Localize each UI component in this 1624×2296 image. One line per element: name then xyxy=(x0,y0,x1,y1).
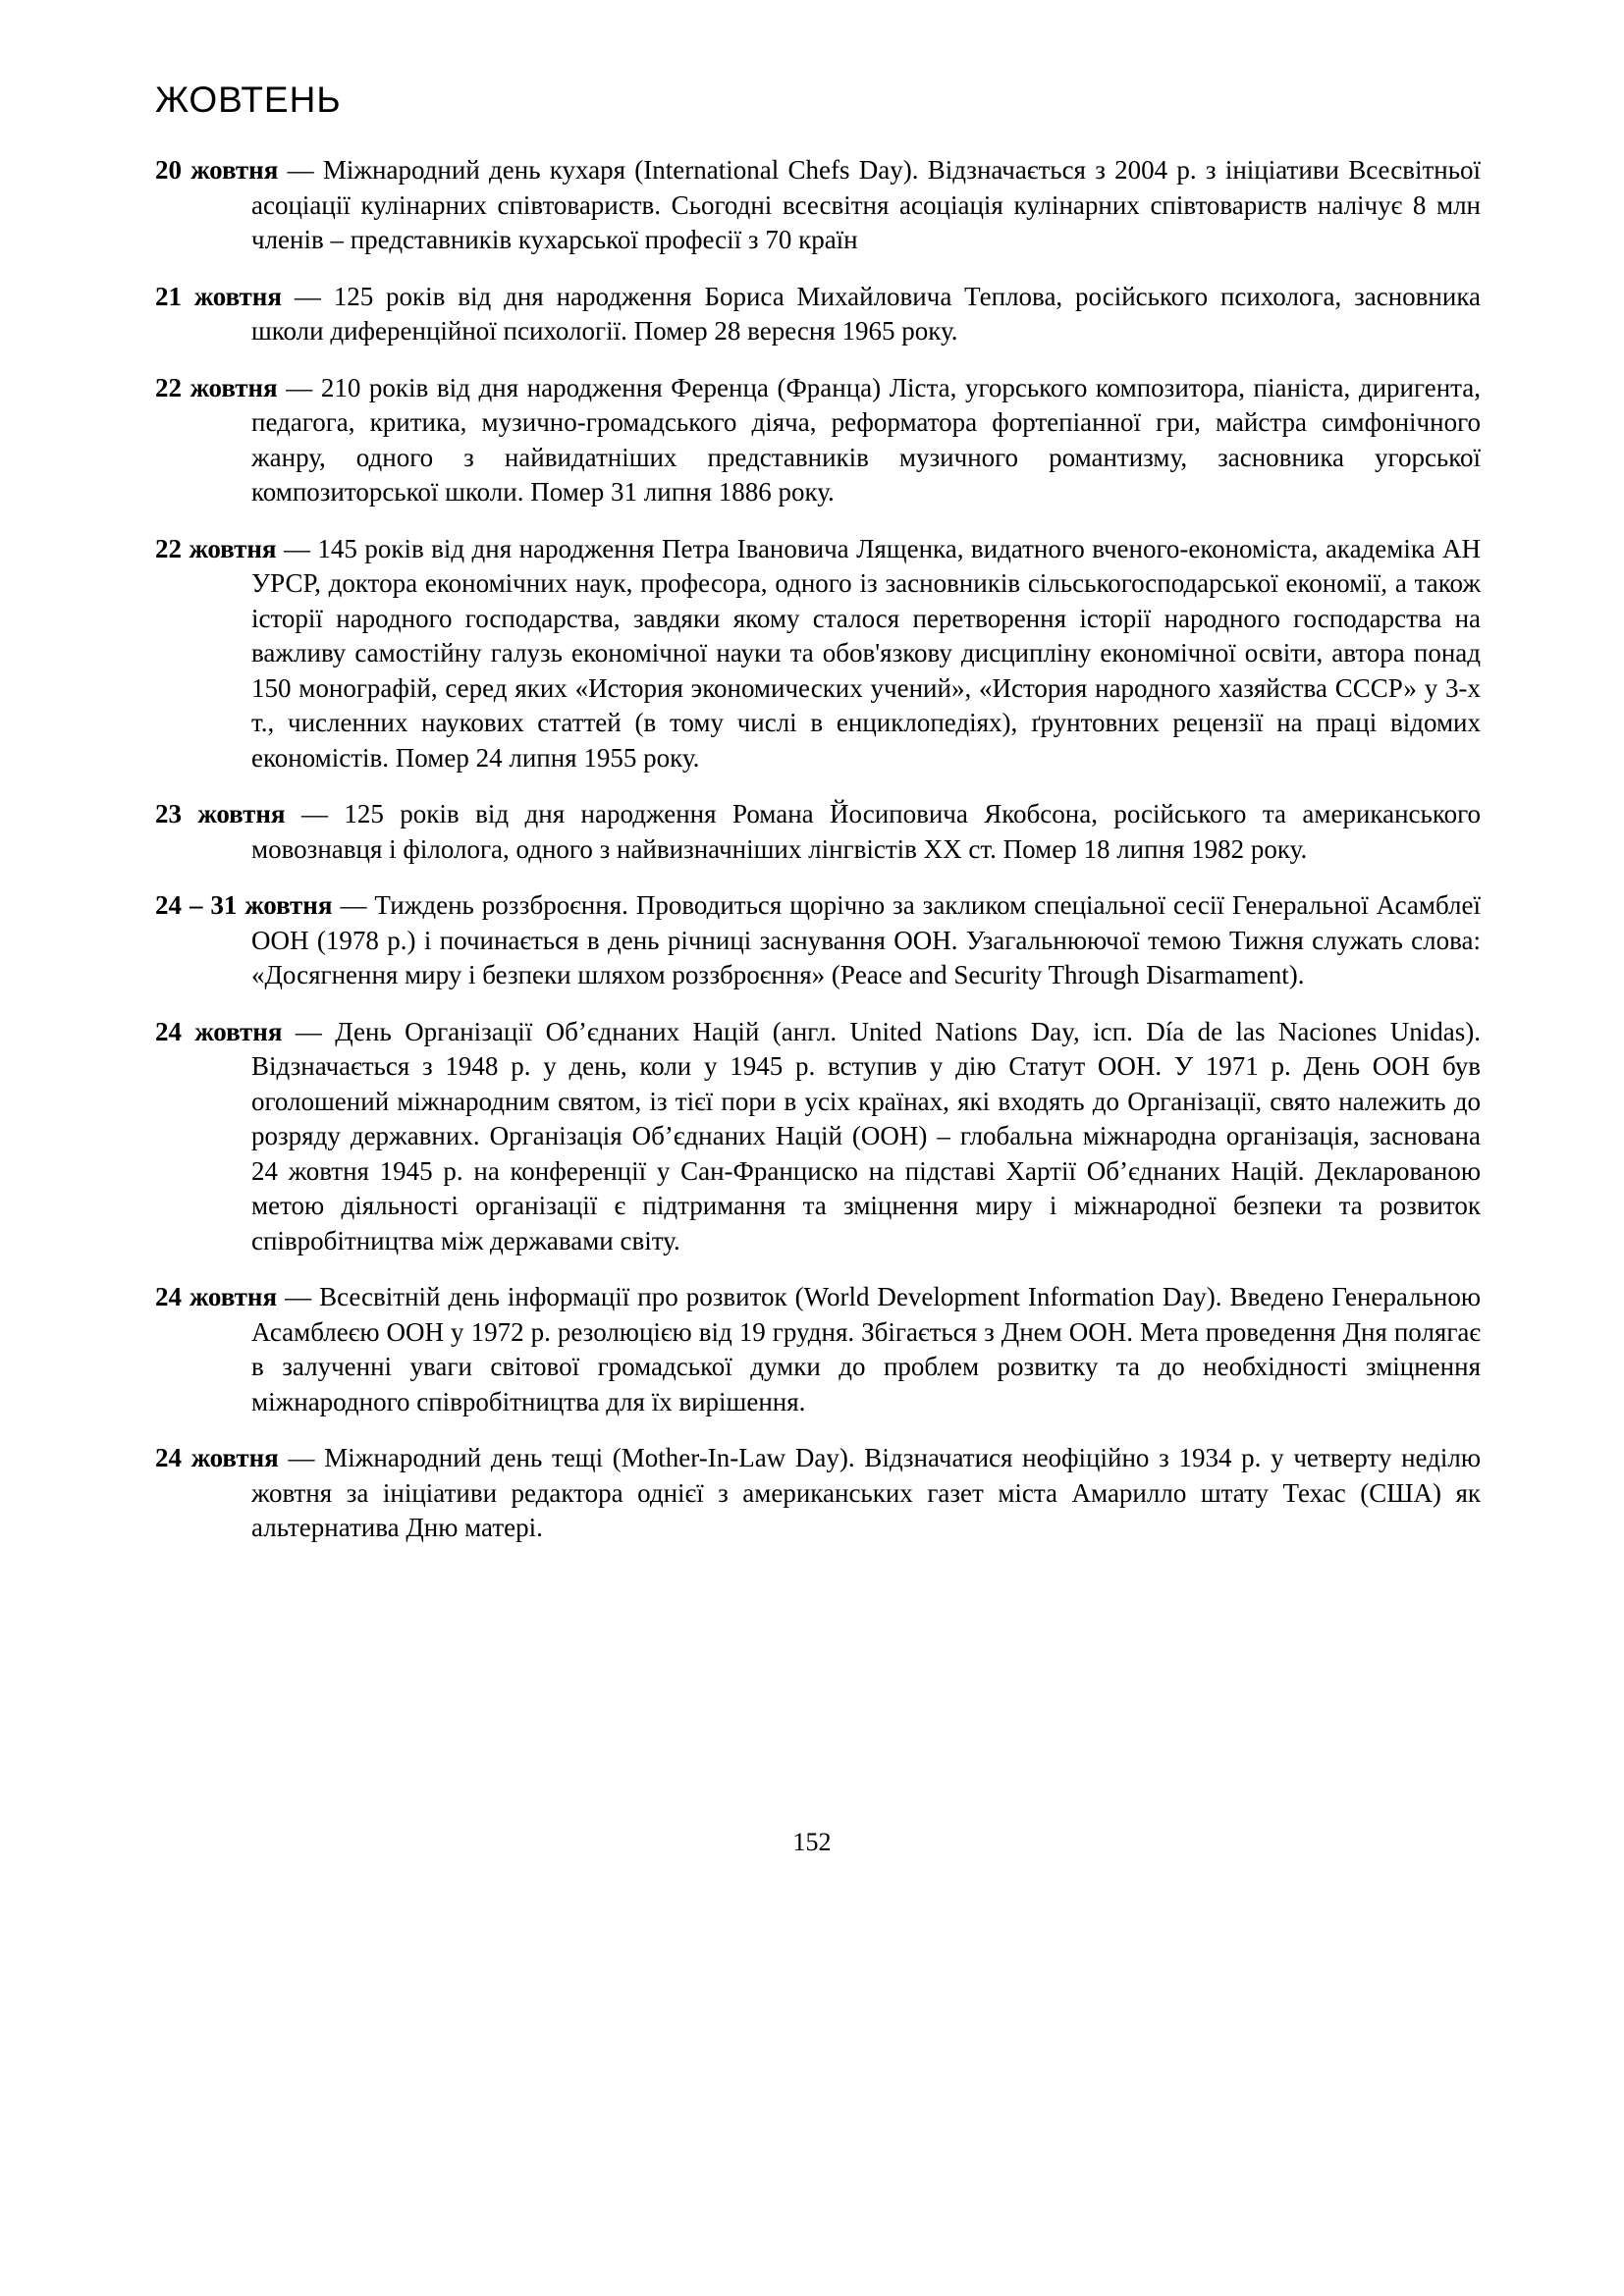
entry-dash: — xyxy=(287,155,314,185)
entry-dash: — xyxy=(283,533,310,563)
entry-dash: — xyxy=(288,1443,315,1472)
calendar-entry xyxy=(155,371,1481,510)
entry-dash: — xyxy=(285,1282,312,1311)
calendar-entries xyxy=(155,153,1481,1568)
entry-dash: — xyxy=(300,799,328,828)
entry-date: 22 жовтня xyxy=(155,533,277,563)
entry-date: 24 жовтня xyxy=(155,1282,278,1311)
page-number: 152 xyxy=(792,1828,832,1856)
entry-text: Міжнародний день кухаря (International Chefs Day). Відзначається з 2004 р. з ініціативи Всесвітньої асоціації кулінарних співтовариств. Сьогодні всесвітня асоціація кулінарних співтовариств налічує 8 млн членів – представників кухарської професії з 70 країн xyxy=(251,155,1482,254)
entry-dash: — xyxy=(340,890,367,920)
entry-dash: — xyxy=(295,1016,322,1046)
entry-text: Всесвітній день інформації про розвиток (World Development Information Day). Введено Генеральною Асамблеєю ООН у 1972 р. резолюцією від 19 грудня. Збігається з Днем ООН. Мета проведення Дня полягає в залученні уваги світової громадської думки до проблем розвитку та до необхідності зміцнення міжнародного співробітництва для їх вирішення. xyxy=(251,1282,1482,1416)
entry-text: Міжнародний день тещі (Mother-In-Law Day). Відзначатися неофіційно з 1934 р. у четверту неділю жовтня за ініціативи редактора однієї з американських газет міста Амарилло штату Техас (США) як альтернатива Дню матері. xyxy=(251,1443,1482,1542)
entry-text: 145 років від дня народження Петра Івановича Лященка, видатного вченого-економіста, академіка АН УРСР, доктора економічних наук, професора, одного із засновників сільськогосподарської економії, а також історії народного господарства, завдяки якому сталося перетворення історії народного господарства на важливу самостійну галузь економічної науки та обов'язкову дисципліну економічної освіти, автора понад 150 монографій, серед яких «История экономических учений», «История народного хазяйства СССР» у 3-х т., численних наукових статтей (в тому числі в енциклопедіях), ґрунтовних рецензії на праці відомих економістів. Помер 24 липня 1955 року. xyxy=(251,533,1481,773)
entry-date: 24 жовтня xyxy=(155,1443,279,1472)
entry-text: 125 років від дня народження Бориса Михайловича Теплова, російського психолога, засновника школи диференційної психології. Помер 28 вересня 1965 року. xyxy=(251,281,1482,346)
calendar-entry xyxy=(155,532,1481,776)
entry-date: 23 жовтня xyxy=(155,799,286,828)
calendar-entry xyxy=(155,1441,1481,1546)
calendar-entry xyxy=(155,153,1481,258)
entry-text: 210 років від дня народження Ференца (Франца) Ліста, угорського композитора, піаніста, диригента, педагога, критика, музично-громадського діяча, реформатора фортепіанної гри, майстра симфонічного жанру, одного з найвидатніших представників музичного романтизму, засновника угорської композиторської школи. Помер 31 липня 1886 року. xyxy=(251,372,1482,507)
calendar-entry xyxy=(155,280,1481,349)
month-title: ЖОВТЕНЬ xyxy=(155,80,342,120)
entry-text: День Організації Об’єднаних Націй (англ. United Nations Day, ісп. Día de las Naciones Unidas). Відзначається з 1948 р. у день, коли у 1945 р. вступив у дію Статут ООН. У 1971 р. День ООН був оголошений міжнародним святом, із тієї пори в усіх країнах, які входять до Організації, свято належить до розряду державних. Організація Об’єднаних Націй (ООН) – глобальна міжнародна організація, заснована 24 жовтня 1945 р. на конференції у Сан-Франциско на підставі Хартії Об’єднаних Націй. Декларованою метою діяльності організації є підтримання та зміцнення миру і міжнародної безпеки та розвиток співробітництва між державами світу. xyxy=(251,1016,1481,1255)
entry-dash: — xyxy=(286,372,313,402)
entry-text: 125 років від дня народження Романа Йосиповича Якобсона, російського та американського мовознавця і філолога, одного з найвизначніших лінгвістів XX ст. Помер 18 липня 1982 року. xyxy=(251,799,1481,864)
entry-date: 20 жовтня xyxy=(155,155,279,185)
entry-text: Тиждень роззброєння. Проводиться щорічно за закликом спеціальної сесії Генеральної Асамблеї ООН (1978 р.) і починається в день річниці заснування ООН. Узагальнюючої темою Тижня служать слова: «Досягнення миру і безпеки шляхом роззброєння» (Peace and Security Through Disarmament). xyxy=(251,890,1482,989)
calendar-entry xyxy=(155,1280,1481,1419)
entry-date: 22 жовтня xyxy=(155,372,278,402)
entry-date: 21 жовтня xyxy=(155,281,282,311)
calendar-entry xyxy=(155,1015,1481,1259)
entry-dash: — xyxy=(294,281,321,311)
entry-date: 24 – 31 жовтня xyxy=(155,890,333,920)
calendar-entry xyxy=(155,797,1481,867)
entry-date: 24 жовтня xyxy=(155,1016,283,1046)
calendar-entry xyxy=(155,888,1481,993)
